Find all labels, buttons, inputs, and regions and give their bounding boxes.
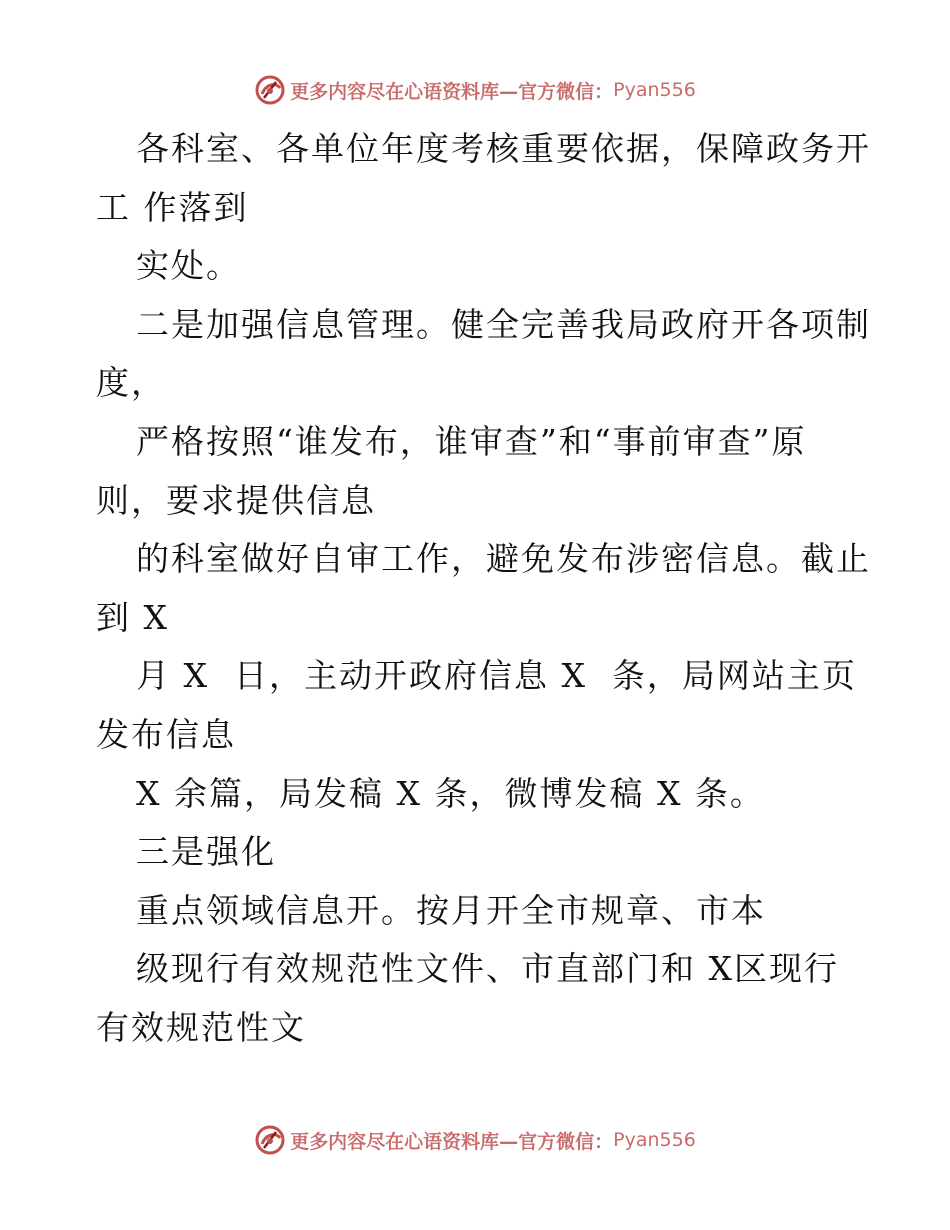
red-swirl-logo-icon [254, 74, 286, 106]
body-line: 各科室、各单位年度考核重要依据，保障政务开 [136, 129, 871, 168]
watermark-text: 更多内容尽在心语资料库—官方微信： [290, 80, 614, 103]
body-line: 二是加强信息管理。健全完善我局政府开各项制 [136, 304, 871, 344]
body-line: 实处。 [136, 246, 241, 286]
body-line: 重点领域信息开。按月开全市规章、市本 [136, 890, 766, 930]
watermark-id: Pyan556 [613, 1129, 696, 1151]
red-swirl-logo-icon [254, 1124, 286, 1156]
body-line: 有效规范性文 [96, 1007, 306, 1047]
body-line: 的科室做好自审工作，避免发布涉密信息。截止 [136, 539, 871, 579]
document-body [96, 120, 871, 1058]
body-line: 严格按照“谁发布，谁审查”和“事前审查”原 [136, 421, 807, 461]
body-line: 级现行有效规范性文件、市直部门和 X区现行 [136, 949, 839, 989]
header-watermark [0, 70, 950, 110]
watermark-text: 更多内容尽在心语资料库—官方微信： [290, 1130, 614, 1153]
body-line: 三是强化 [136, 832, 276, 872]
footer-watermark [0, 1120, 950, 1160]
body-line: X 余篇，局发稿 X 条，微博发稿 X 条。 [136, 773, 765, 813]
body-line: 则，要求提供信息 [96, 480, 376, 520]
body-line: 度， [96, 363, 166, 403]
body-line: 到 X [96, 597, 169, 637]
body-line: 工 作落到 [96, 187, 249, 227]
watermark-id: Pyan556 [613, 79, 696, 101]
body-line: 发布信息 [96, 714, 236, 754]
body-line: 月 X 日，主动开政府信息 X 条，局网站主页 [136, 656, 857, 696]
